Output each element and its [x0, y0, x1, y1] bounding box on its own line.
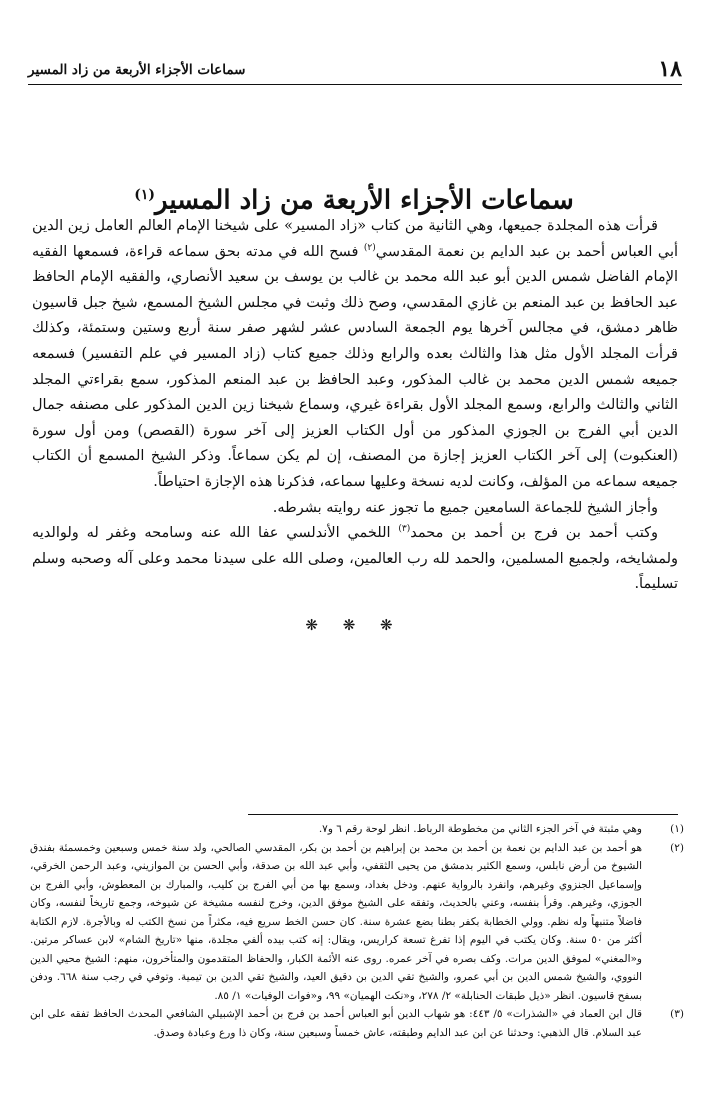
paragraph-1-part-1: قرأت هذه المجلدة جميعها، وهي الثانية من كتاب «زاد المسير» على شيخنا الإمام العالم العامل زين الدين أبي العباس أحمد بن عبد الدايم بن نعمة المقدسي — [32, 218, 679, 260]
footnote-text: قال ابن العماد في «الشذرات» ٥/ ٤٤٣: هو شهاب الدين أبو العباس أحمد بن فرج بن أحمد الإشبيلي الشافعي المحدث الحافظ تفقه على ابن عبد السلام. قال الذهبي: وحدثنا عن ابن عبد الدايم وطبقته، عاش خمساً وسبعين سنة، وكان ذا ورع وعبادة وصدق. — [30, 1008, 643, 1039]
main-text — [32, 214, 678, 598]
paragraph-1 — [32, 214, 678, 496]
chapter-footnote-mark: (١) — [134, 187, 155, 204]
footnote-ref-2: (٢) — [363, 242, 376, 253]
footnote-item — [30, 839, 684, 1006]
footnote-item — [30, 1005, 684, 1042]
paragraph-3-part-1: وكتب أحمد بن فرج بن أحمد بن محمد — [410, 525, 659, 542]
footnote-number: (٣) — [670, 1008, 684, 1020]
footnote-item — [30, 820, 684, 839]
footnote-ref-3: (٣) — [398, 524, 411, 535]
page-number: ١٨ — [658, 56, 682, 82]
footnote-text: وهي مثبتة في آخر الجزء الثاني من مخطوطة الرباط. انظر لوحة رقم ٦ و٧. — [318, 823, 642, 835]
footnote-number: (٢) — [670, 841, 684, 854]
paragraph-3-part-2: اللخمي الأندلسي عفا الله عنه وسامحه وغفر له ولوالديه ولمشايخه، ولجميع المسلمين، والحمد لله رب العالمين، وصلى الله على سيدنا محمد وعلى آله وصحبه وسلم تسليماً. — [32, 525, 678, 593]
paragraph-1-part-2: فسح الله في مدته بحق سماعه قراءة، فسمعها الفقيه الإمام الفاضل شمس الدين أبو عبد الله محمد بن غالب بن يوسف بن سعيد الأنصاري، والفقيه الإمام الحافظ عبد الحافظ بن عبد المنعم بن غازي المقدسي، وصح ذلك وثبت في مجلس الشيخ المسمع، شيخ جبل قاسيون ظاهر دمشق، في مجالس آخرها يوم الجمعة السادس عشر لشهر صفر سنة أربع وستين وستمئة، وكذلك قرأت المجلد الأول مثل هذا والثالث بعده والرابع وذلك جميع كتاب (زاد المسير في علم التفسير) فسمعه جميعه شمس الدين محمد بن غالب المذكور، وعبد الحافظ بن عبد المنعم المذكور، سمع بقراءتي المجلد الثاني والثالث والرابع، وسمع المجلد الأول بقراءة غيري، وسماع شيخنا زين الدين المذكور على مصنفه جمال الدين أبي الفرج بن الجوزي المذكور من أول الكتاب العزيز إلى آخر سورة (القصص) ومن أول سورة (العنكبوت) إلى آخر الكتاب العزيز إجازة من المصنف، إن لم يكن سماعاً. وذكر الشيخ المسمع أن الكتاب جميعه سماعه من المؤلف، وكانت لديه نسخة وعليها سماعه، فذكرنا هذه الإجازة احتياطاً. — [32, 243, 678, 490]
footnote-number: (١) — [670, 823, 684, 835]
paragraph-3 — [32, 521, 678, 598]
footnotes — [30, 820, 684, 1042]
running-header — [28, 56, 682, 85]
footnote-divider — [248, 814, 678, 815]
section-ornament: ❋ ❋ ❋ — [305, 616, 403, 634]
footnote-text: هو أحمد بن عبد الدايم بن نعمة بن أحمد بن محمد بن إبراهيم بن أحمد بن بكر، المقدسي الصالحي، ولد سنة خمس وسبعين وخمسمئة بفندق الشيوخ من أرض نابلس، وسمع الكثير بدمشق من يحيى الثقفي، وأبي عبد الله بن صدقة، وأبي الحسن بن الموازيني، وعبد الرحمن الخرقي، وإسماعيل الجنزوي وغيرهم، وانفرد بالرواية عنهم. ودخل بغداد، وسمع بها من أبي الفرج بن كليب، والمبارك بن المعطوش، وأبي الفرج بن الجوزي، وغيرهم. وقرأ بنفسه، وعني بالحديث، وتفقه على الشيخ موفق الدين، وخرج لنفسه مشيخة عن شيوخه، وجمع تاريخاً لنفسه، وكان فاضلاً متنبهاً وله نظم. وولي الخطابة بكفر بطنا بضع عشرة سنة. كان حسن الخط سريع فيه، مكثراً من نسخ الكتب له وبالأجرة. لازم الكتابة أكثر من ٥٠ سنة. وكان يكتب في اليوم إذا تفرغ تسعة كراريس، ويقال: إنه كتب بيده ألفي مجلدة، منها «تاريخ الشام» لابن عساكر مرتين. و«المغني» لموفق الدين مرات. وكف بصره في آخر عمره. روى عنه الأئمة الكبار، والحفاظ المتقدمون والمتأخرون، منهم: الشيخ محيي الدين النووي، والشيخ شمس الدين بن أبي عمرو، والشيخ تقي الدين بن دقيق العيد، والشيخ تقي الدين بن تيمية. وتوفي في رجب سنة ٦٦٨. ودفن بسفح قاسيون. انظر «ذيل طبقات الحنابلة» ٢/ ٢٧٨، و«نكت الهميان» ٩٩، و«فوات الوفيات» ١/ ٨٥. — [30, 841, 642, 1002]
chapter-title-text: سماعات الأجزاء الأربعة من زاد المسير — [154, 186, 574, 217]
paragraph-2: وأجاز الشيخ للجماعة السامعين جميع ما تجوز عنه روايته بشرطه. — [272, 499, 658, 516]
running-title: سماعات الأجزاء الأربعة من زاد المسير — [28, 62, 246, 78]
